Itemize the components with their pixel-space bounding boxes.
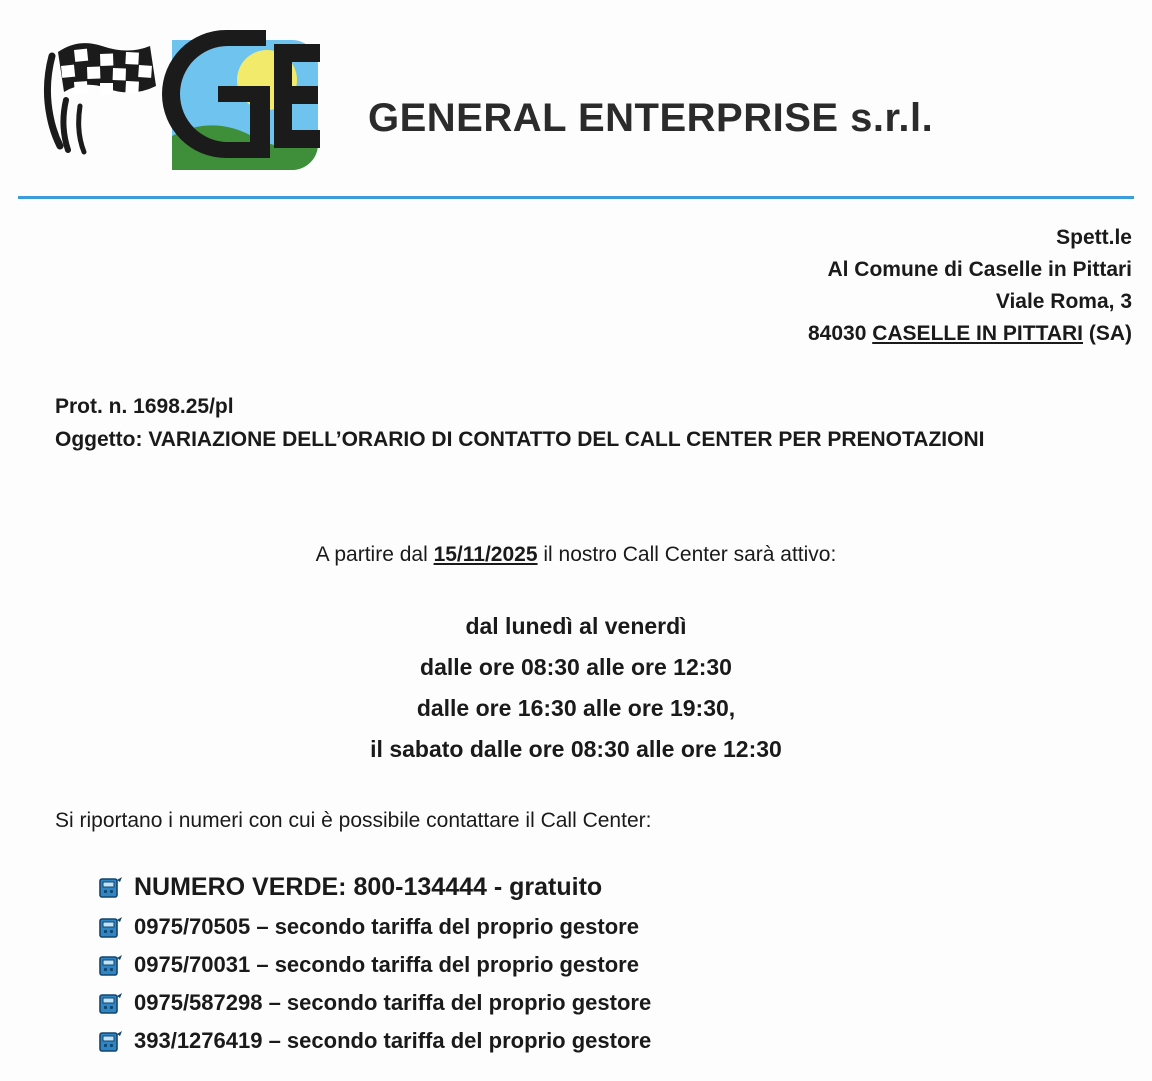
subject-text: VARIAZIONE DELL’ORARIO DI CONTATTO DEL CALL CENTER PER PRENOTAZIONI xyxy=(148,428,985,451)
hours-line-saturday: il sabato dalle ore 08:30 alle ore 12:30 xyxy=(370,736,782,762)
hours-line-afternoon: dalle ore 16:30 alle ore 19:30, xyxy=(416,695,736,721)
phone-entry-text: NUMERO VERDE: 800-134444 - gratuito xyxy=(134,872,603,901)
phone-entry-text: 0975/587298 – secondo tariffa del proprio gestore xyxy=(134,990,652,1015)
addressee-block xyxy=(808,222,1132,350)
addressee-line-2: Al Comune di Caselle in Pittari xyxy=(827,258,1132,281)
telephone-icon xyxy=(98,954,124,978)
effective-date: 15/11/2025 xyxy=(433,543,538,566)
protocol-block xyxy=(55,390,1065,456)
addressee-city: CASELLE IN PITTARI xyxy=(872,322,1083,345)
phone-entry-text: 0975/70505 – secondo tariffa del proprio gestore xyxy=(134,914,639,939)
opening-hours-block xyxy=(0,606,1152,770)
hours-line-morning: dalle ore 08:30 alle ore 12:30 xyxy=(420,654,732,680)
addressee-line-3: Viale Roma, 3 xyxy=(995,290,1132,313)
list-item xyxy=(98,946,1098,984)
list-item xyxy=(98,984,1098,1022)
opening-suffix: il nostro Call Center sarà attivo: xyxy=(537,543,837,566)
phone-numbers-intro: Si riportano i numeri con cui è possibile contattare il Call Center: xyxy=(55,809,652,832)
telephone-icon xyxy=(98,916,124,940)
header-divider xyxy=(18,196,1134,199)
telephone-icon xyxy=(98,876,124,900)
list-item xyxy=(98,1022,1098,1060)
phone-entry-text: 393/1276419 – secondo tariffa del proprio gestore xyxy=(134,1028,652,1053)
checkered-flag-ge-logo-icon xyxy=(22,22,322,187)
addressee-line-4 xyxy=(808,318,1132,350)
telephone-icon xyxy=(98,1030,124,1054)
hours-line-weekdays: dal lunedì al venerdì xyxy=(465,613,687,639)
subject-label: Oggetto: xyxy=(55,428,149,451)
protocol-number: Prot. n. 1698.25/pl xyxy=(55,395,234,418)
list-item xyxy=(98,866,1098,908)
company-name: GENERAL ENTERPRISE s.r.l. xyxy=(368,96,934,140)
phone-entry-text: 0975/70031 – secondo tariffa del proprio gestore xyxy=(134,952,639,977)
addressee-postal-code: 84030 xyxy=(807,322,873,345)
list-item xyxy=(98,908,1098,946)
subject-line xyxy=(55,423,1065,456)
phone-number-list xyxy=(98,866,1098,1060)
addressee-line-1: Spett.le xyxy=(1056,226,1132,249)
addressee-province: (SA) xyxy=(1083,322,1132,345)
opening-prefix: A partire dal xyxy=(315,543,434,566)
opening-sentence xyxy=(0,540,1152,570)
telephone-icon xyxy=(98,992,124,1016)
letterhead xyxy=(0,0,1152,190)
